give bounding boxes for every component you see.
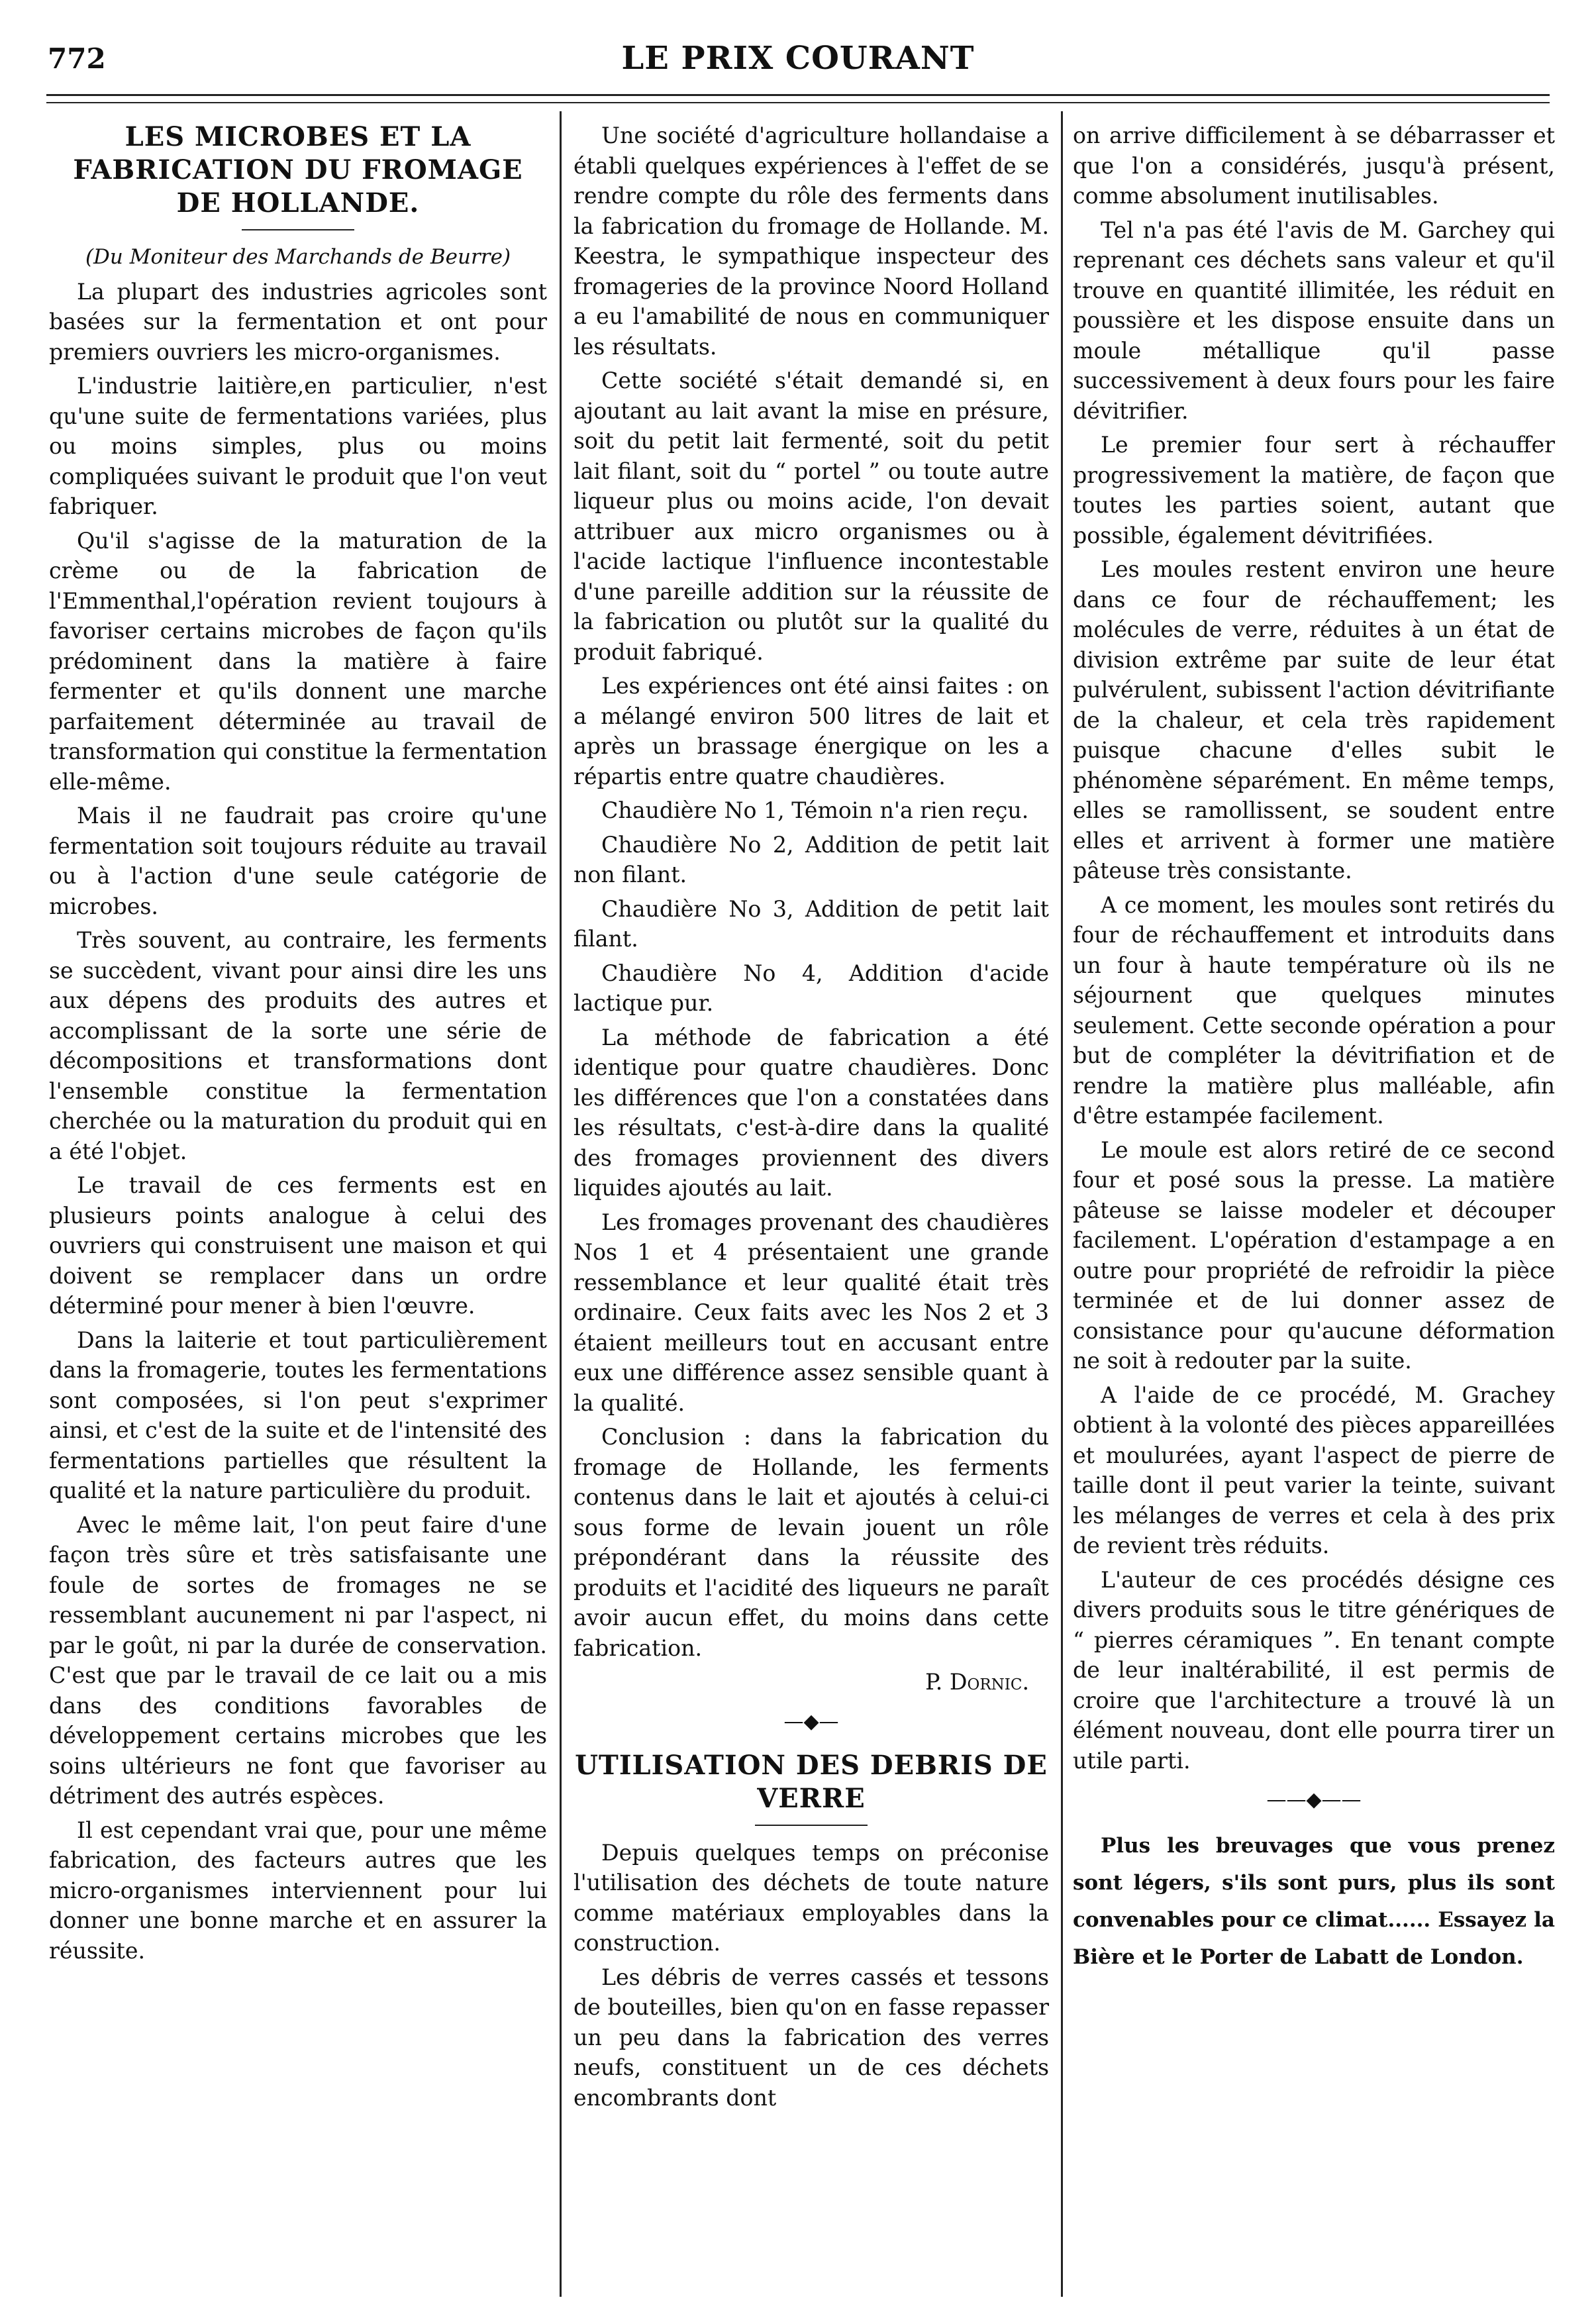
paragraph: Qu'il s'agisse de la maturation de la crème ou de la fabrication de l'Emmenthal,l'opération revient toujours à favoriser certains microbes de façon qu'ils prédominent dans la matière à faire fermenter et qu'ils donnent une marche parfaitement déterminée au travail de transformation qui constitue la fermentation elle-même. [49, 527, 547, 795]
paragraph: Tel n'a pas été l'avis de M. Garchey qui reprenant ces déchets sans valeur et qu'il trouve en quantité illimitée, les réduit en poussière et les dispose ensuite dans un moule métallique qu'il passe successivement à deux fours pour les faire dévitrifier. [1073, 217, 1555, 424]
column-3 [1073, 121, 1555, 1980]
labatt-advertisement: Plus les breuvages que vous prenez sont légers, s'ils sont purs, plus ils sont convenables pour ce climat...... Essayez la Bière et le Porter de Labatt de London. [1073, 1834, 1555, 1969]
paragraph: Le travail de ces ferments est en plusieurs points analogue à celui des ouvriers qui construisent une maison et qui doivent se remplacer dans un ordre déterminé pour mener à bien l'œuvre. [49, 1172, 547, 1319]
column-2 [574, 121, 1049, 2117]
header-rule-double [46, 102, 1550, 103]
header-rule [46, 94, 1550, 96]
section-separator: ——◆—— [1266, 1788, 1362, 1811]
paragraph: Le moule est alors retiré de ce second four et posé sous la presse. La matière pâteuse se laisse modeler et découper facilement. L'opération d'estampage a en outre pour propriété de refroidir la pièce terminée et de lui donner assez de consistance pour qu'aucune déformation ne soit à redouter par la suite. [1073, 1136, 1555, 1374]
title-rule [242, 229, 354, 230]
paragraph: L'industrie laitière,en particulier, n'est qu'une suite de fermentations variées, plus ou moins simples, plus ou moins compliquées suivant le produit que l'on veut fabriquer. [49, 373, 547, 519]
paragraph: A l'aide de ce procédé, M. Grachey obtient à la volonté des pièces appareillées et moulurées, ayant l'aspect de pierre de taille dont il peut varier la teinte, suivant les mélanges de verres et cela à des prix de revient très réduits. [1073, 1382, 1555, 1558]
article-title-verre: UTILISATION DES DEBRIS DE VERRE [575, 1749, 1048, 1814]
paragraph: Les débris de verres cassés et tessons de bouteilles, bien qu'on en fasse repasser un peu dans la fabrication des verres neufs, constituent un de ces déchets encombrants dont [574, 1964, 1049, 2111]
title-rule [755, 1825, 868, 1826]
masthead: LE PRIX COURANT [621, 40, 975, 77]
column-1 [49, 121, 547, 1970]
paragraph: A ce moment, les moules sont retirés du four de réchauffement et introduits dans un four à haute température où ils ne séjournent que quelques minutes seulement. Cette seconde opération a pour but de compléter la dévitrifiation et de rendre la matière plus malléable, afin d'être estampée facilement. [1073, 891, 1555, 1129]
paragraph: Depuis quelques temps on préconise l'utilisation des déchets de toute nature comme matériaux employables dans la construction. [574, 1839, 1049, 1956]
column-divider [1061, 111, 1063, 2297]
paragraph: Conclusion : dans la fabrication du fromage de Hollande, les ferments contenus dans le lait et ajoutés à celui-ci sous forme de levain jouent un rôle prépondérant dans la réussite des produits et l'acidité des liqueurs ne paraît avoir aucun effet, du moins dans cette fabrication. [574, 1424, 1049, 1661]
paragraph: Dans la laiterie et tout particulièrement dans la fromagerie, toutes les fermentations sont composées, si l'on peut s'exprimer ainsi, et c'est de la suite et de l'intensité des fermentations partielles que résultent la qualité et la nature particulière du produit. [49, 1327, 547, 1503]
paragraph: Très souvent, au contraire, les ferments se succèdent, vivant pour ainsi dire les uns aux dépens des produits des autres et accomplissant de la sorte une série de décompositions et transformations dont l'ensemble constitue la fermentation cherchée ou la maturation du produit qui en a été l'objet. [49, 927, 547, 1164]
page-number: 772 [48, 42, 106, 75]
paragraph: Une société d'agriculture hollandaise a établi quelques expériences à l'effet de se rendre compte du rôle des ferments dans la fabrication du fromage de Hollande. M. Keestra, le sympathique inspecteur des fromageries de la province Noord Holland a eu l'amabilité de nous en communiquer les résultats. [574, 123, 1049, 360]
trial-line: Chaudière No 4, Addition d'acide lactique pur. [574, 960, 1049, 1016]
section-separator: —◆— [783, 1709, 839, 1733]
paragraph: Avec le même lait, l'on peut faire d'une façon très sûre et très satisfaisante une foule de sortes de fromages ne se ressemblant aucunement ni par l'aspect, ni par le goût, ni par la durée de conservation. C'est que par le travail de ce lait ou a mis dans des conditions favorables de développement certains microbes que les soins ultérieurs ne font que favoriser au détriment des autrés espèces. [49, 1511, 547, 1809]
paragraph: Le premier four sert à réchauffer progressivement la matière, de façon que toutes les parties soient, autant que possible, également dévitrifiées. [1073, 432, 1555, 548]
trial-line: Chaudière No 2, Addition de petit lait non filant. [574, 831, 1049, 887]
paragraph: Les fromages provenant des chaudières Nos 1 et 4 présentaient une grande ressemblance et leur qualité était très ordinaire. Ceux faits avec les Nos 2 et 3 étaient meilleurs tout en accusant entre eux une différence assez sensible quant à la qualité. [574, 1209, 1049, 1416]
trial-line: Chaudière No 3, Addition de petit lait filant. [574, 895, 1049, 952]
trial-line: Chaudière No 1, Témoin n'a rien reçu. [601, 797, 1029, 823]
column-divider [560, 111, 562, 2297]
article-source: (Du Moniteur des Marchands de Beurre) [85, 245, 511, 269]
paragraph: La plupart des industries agricoles sont basées sur la fermentation et ont pour premiers ouvriers les micro-organismes. [49, 278, 547, 365]
paragraph: Les moules restent environ une heure dans ce four de réchauffement; les molécules de verre, réduites à un état de division extrême par suite de leur état pulvérulent, subissent l'action dévitrifiante de la chaleur, et cela très rapidement puisque chacune d'elles subit le phénomène séparément. En même temps, elles se ramollissent, se soudent entre elles et arrivent à former une matière pâteuse très consistante. [1073, 556, 1555, 883]
paragraph: Mais il ne faudrait pas croire qu'une fermentation soit toujours réduite au travail ou à l'action d'une seule catégorie de microbes. [49, 803, 547, 919]
paragraph: L'auteur de ces procédés désigne ces divers produits sous le titre génériques de “ pierres céramiques ”. En tenant compte de leur inaltérabilité, il est permis de croire que l'architecture a trouvé là un élément nouveau, dont elle pourra tirer un utile parti. [1073, 1566, 1555, 1774]
paragraph: Il est cependant vrai que, pour une même fabrication, des facteurs autres que les micro-organismes interviennent pour lui donner une bonne marche et en assurer la réussite. [49, 1817, 547, 1964]
paragraph: La méthode de fabrication a été identique pour quatre chaudières. Donc les différences que l'on a constatées dans les résultats, c'est-à-dire dans la qualité des fromages proviennent des divers liquides ajoutés au lait. [574, 1024, 1049, 1201]
paragraph: Les expériences ont été ainsi faites : on a mélangé environ 500 litres de lait et après un brassage énergique on les a répartis entre quatre chaudières. [574, 673, 1049, 789]
article-signature: P. Dornic. [925, 1669, 1029, 1695]
paragraph: Cette société s'était demandé si, en ajoutant au lait avant la mise en présure, soit du petit lait fermenté, soit du petit lait filant, soit du “ portel ” ou toute autre liqueur plus ou moins acide, l'on devait attribuer aux micro organismes ou à l'acide lactique l'influence incontestable d'une pareille addition sur la réussite de la fabrication ou plutôt sur la qualité du produit fabriqué. [574, 368, 1049, 665]
paragraph: on arrive difficilement à se débarrasser et que l'on a considérés, jusqu'à présent, comme absolument inutilisables. [1073, 123, 1555, 209]
article-title-microbes: LES MICROBES ET LA FABRICATION DU FROMAGE DE HOLLANDE. [73, 121, 523, 219]
